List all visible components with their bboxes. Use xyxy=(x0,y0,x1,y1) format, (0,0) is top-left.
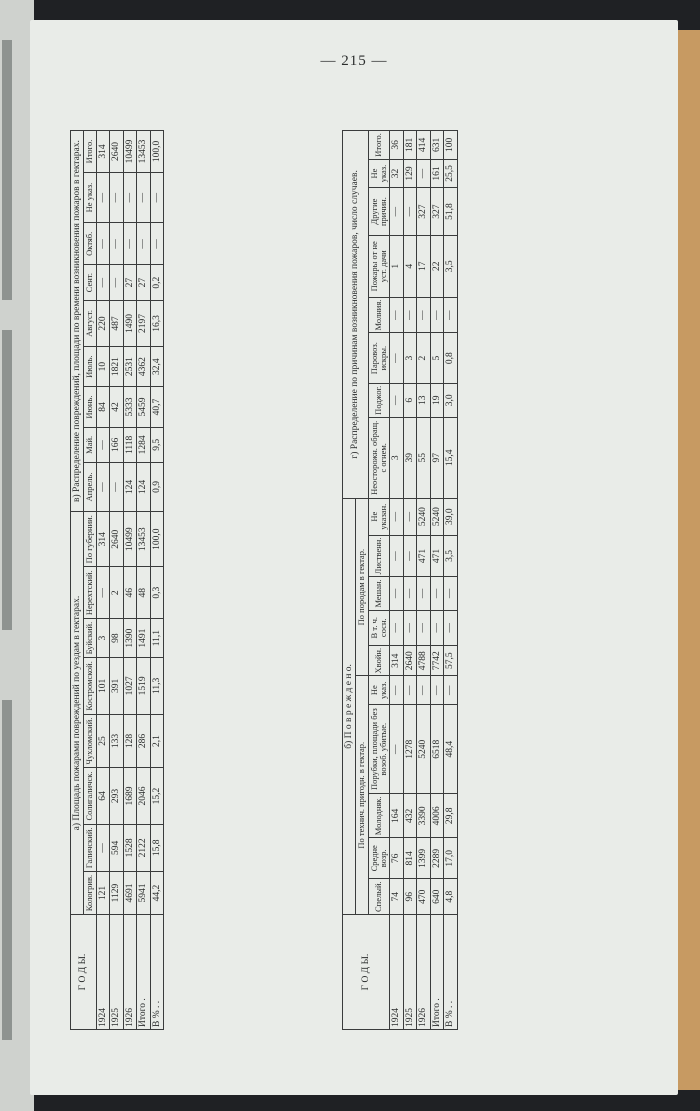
table-cell: 9,5 xyxy=(150,427,163,462)
row-label: Итого . xyxy=(430,915,443,1030)
table-cell: — xyxy=(390,188,403,236)
cause-col: Неосторожн. обращ. с огнем. xyxy=(368,417,390,498)
table-cell: — xyxy=(123,223,136,265)
uezd-col: Кологрив. xyxy=(84,872,96,915)
block-g-title: г) Распределение по причинам возникновения пожаров, число случаев. xyxy=(343,131,369,499)
month-col: Май. xyxy=(84,427,96,462)
table-cell: — xyxy=(390,333,403,383)
table-cell: 4 xyxy=(403,235,416,297)
table-cell: 57,5 xyxy=(444,645,457,676)
row-label: 1926 xyxy=(123,915,136,1030)
table-cell: 314 xyxy=(390,645,403,676)
table-cell: 594 xyxy=(110,824,123,872)
month-col: Сент. xyxy=(84,265,96,300)
table-cell: — xyxy=(444,297,457,333)
table-top xyxy=(70,130,164,1030)
table-cell: — xyxy=(403,498,416,535)
tech-col: Порубки, площади без возоб. убитые. xyxy=(368,704,390,794)
month-col: Июнь. xyxy=(84,387,96,428)
table-cell: 2640 xyxy=(403,645,416,676)
table-cell: 15,8 xyxy=(150,824,163,872)
table-cell: 5240 xyxy=(417,498,430,535)
row-label: 1924 xyxy=(390,915,403,1030)
table-cell: 2197 xyxy=(137,300,150,346)
breed-col: Лиственн. xyxy=(368,535,390,577)
table-cell: — xyxy=(430,676,443,704)
tech-col: Не указ. xyxy=(368,676,390,704)
month-col: Октяб. xyxy=(84,223,96,265)
row-label: Итого . xyxy=(137,915,150,1030)
table-cell: 36 xyxy=(390,131,403,160)
table-cell: 11,1 xyxy=(150,619,163,658)
month-col: Август. xyxy=(84,300,96,346)
table-cell: 1 xyxy=(390,235,403,297)
table-cell: 3 xyxy=(390,417,403,498)
table-cell: 55 xyxy=(417,417,430,498)
table-cell: 32 xyxy=(390,159,403,187)
table-cell: — xyxy=(390,676,403,704)
table-cell: 25,5 xyxy=(444,159,457,187)
book-edge xyxy=(676,30,700,1090)
table-cell: 2046 xyxy=(137,768,150,824)
table-cell: 13 xyxy=(417,383,430,417)
tech-col: Спелый. xyxy=(368,879,390,915)
table-cell: 4788 xyxy=(417,645,430,676)
table-cell: 293 xyxy=(110,768,123,824)
table-cell: 5459 xyxy=(137,387,150,428)
table-cell: — xyxy=(417,297,430,333)
table-cell: 101 xyxy=(96,658,109,715)
table-cell: 2531 xyxy=(123,347,136,387)
month-col: Апрель. xyxy=(84,462,96,511)
block-b-title: в) Распределение повреждений, площади по времени возникновения пожаров в гектарах. xyxy=(71,131,84,512)
table-cell: 100,0 xyxy=(150,512,163,567)
table-cell: 10499 xyxy=(123,131,136,173)
breed-col: В т. ч. сосн. xyxy=(368,610,390,645)
table-cell: 3 xyxy=(403,333,416,383)
table-cell: 0,8 xyxy=(444,333,457,383)
table-cell: 27 xyxy=(137,265,150,300)
table-cell: 128 xyxy=(123,714,136,768)
breed-col: Не указан. xyxy=(368,498,390,535)
month-col: Итого. xyxy=(84,131,96,173)
table-bottom xyxy=(342,130,458,1030)
table-cell: 10 xyxy=(96,347,109,387)
table-cell: 314 xyxy=(96,512,109,567)
table-cell: — xyxy=(403,297,416,333)
table-cell: 2 xyxy=(417,333,430,383)
table-cell: 1118 xyxy=(123,427,136,462)
table-cell: 32,4 xyxy=(150,347,163,387)
table-cell: 16,3 xyxy=(150,300,163,346)
table-cell: — xyxy=(390,535,403,577)
table-cell: 10499 xyxy=(123,512,136,567)
table-bottom-body xyxy=(390,131,457,1030)
table-cell: — xyxy=(430,297,443,333)
table-cell: 22 xyxy=(430,235,443,297)
table-cell: 432 xyxy=(403,794,416,838)
table-cell: — xyxy=(390,297,403,333)
tech-col: Средне возр. xyxy=(368,838,390,879)
table-cell: — xyxy=(417,610,430,645)
cause-col: Паровоз. искры. xyxy=(368,333,390,383)
table-cell: 29,8 xyxy=(444,794,457,838)
table-cell: — xyxy=(403,610,416,645)
table-cell: 40,7 xyxy=(150,387,163,428)
sub-tech-title: По технич. пригодн. в гектар. xyxy=(356,676,368,915)
col-year-header: Г О Д Ы. xyxy=(343,915,390,1030)
table-cell: 100,0 xyxy=(150,131,163,173)
rotated-tables xyxy=(70,130,590,1030)
table-cell: 2122 xyxy=(137,824,150,872)
row-label: 1925 xyxy=(403,915,416,1030)
table-cell: 181 xyxy=(403,131,416,160)
block-b-title: б) П о в р е ж д е н о. xyxy=(343,498,356,914)
row-label: В % . . xyxy=(150,915,163,1030)
table-cell: 4691 xyxy=(123,872,136,915)
table-cell: 286 xyxy=(137,714,150,768)
table-cell: 46 xyxy=(123,567,136,619)
table-cell: 15,4 xyxy=(444,417,457,498)
table-cell: 124 xyxy=(137,462,150,511)
table-cell: 17 xyxy=(417,235,430,297)
table-cell: 2640 xyxy=(110,131,123,173)
table-cell: 0,3 xyxy=(150,567,163,619)
table-cell: 1278 xyxy=(403,704,416,794)
table-cell: 4362 xyxy=(137,347,150,387)
table-cell: 3,5 xyxy=(444,235,457,297)
table-cell: — xyxy=(390,577,403,610)
page-number: — 215 — xyxy=(320,53,388,69)
table-cell: 2289 xyxy=(430,838,443,879)
table-cell: 7742 xyxy=(430,645,443,676)
cause-col: Итого. xyxy=(368,131,390,160)
table-cell: 1027 xyxy=(123,658,136,715)
table-cell: — xyxy=(390,383,403,417)
table-cell: 3,0 xyxy=(444,383,457,417)
table-cell: — xyxy=(96,172,109,222)
table-cell: — xyxy=(96,462,109,511)
cause-col: Другие причин. xyxy=(368,188,390,236)
table-cell: 1519 xyxy=(137,658,150,715)
table-row xyxy=(110,131,123,1030)
table-row xyxy=(417,131,430,1030)
table-cell: 25 xyxy=(96,714,109,768)
table-cell: 631 xyxy=(430,131,443,160)
table-cell: — xyxy=(444,610,457,645)
table-cell: 5 xyxy=(430,333,443,383)
table-cell: 1399 xyxy=(417,838,430,879)
table-cell: 640 xyxy=(430,879,443,915)
col-year-header: Г О Д Ы. xyxy=(71,915,97,1030)
table-cell: — xyxy=(430,577,443,610)
table-row xyxy=(123,131,136,1030)
table-row xyxy=(150,131,163,1030)
table-cell: — xyxy=(96,223,109,265)
uezd-col: Галичский. xyxy=(84,824,96,872)
uezd-col: Буйский. xyxy=(84,619,96,658)
table-cell: 0,9 xyxy=(150,462,163,511)
table-cell: 13453 xyxy=(137,512,150,567)
table-cell: 39,0 xyxy=(444,498,457,535)
cause-col: Пожары от не уст. дачи xyxy=(368,235,390,297)
table-cell: 470 xyxy=(417,879,430,915)
table-cell: 1284 xyxy=(137,427,150,462)
table-cell: — xyxy=(110,172,123,222)
table-cell: — xyxy=(110,462,123,511)
table-cell: 129 xyxy=(403,159,416,187)
table-cell: 3390 xyxy=(417,794,430,838)
table-cell: 2,1 xyxy=(150,714,163,768)
table-cell: 96 xyxy=(403,879,416,915)
table-cell: 471 xyxy=(430,535,443,577)
table-cell: 15,2 xyxy=(150,768,163,824)
cause-col: Поджог. xyxy=(368,383,390,417)
table-cell: — xyxy=(110,223,123,265)
table-row xyxy=(430,131,443,1030)
left-page-edge xyxy=(0,0,34,1111)
table-cell: 2 xyxy=(110,567,123,619)
table-cell: 4006 xyxy=(430,794,443,838)
table-cell: 51,8 xyxy=(444,188,457,236)
table-cell: 5240 xyxy=(430,498,443,535)
table-cell: 48 xyxy=(137,567,150,619)
table-cell: — xyxy=(417,577,430,610)
table-cell: 5333 xyxy=(123,387,136,428)
table-cell: 27 xyxy=(123,265,136,300)
table-cell: — xyxy=(96,824,109,872)
table-row xyxy=(403,131,416,1030)
table-cell: — xyxy=(444,676,457,704)
table-cell: 327 xyxy=(430,188,443,236)
table-cell: 100 xyxy=(444,131,457,160)
table-cell: — xyxy=(390,498,403,535)
table-cell: 5941 xyxy=(137,872,150,915)
cause-col: Не указ. xyxy=(368,159,390,187)
table-cell: 42 xyxy=(110,387,123,428)
sub-breed-title: По породам в гектар. xyxy=(356,498,368,676)
table-cell: 391 xyxy=(110,658,123,715)
table-cell: 6518 xyxy=(430,704,443,794)
table-cell: — xyxy=(390,704,403,794)
row-label: 1925 xyxy=(110,915,123,1030)
table-cell: 17,0 xyxy=(444,838,457,879)
table-cell: 166 xyxy=(110,427,123,462)
uezd-col: По губернии. xyxy=(84,512,96,567)
breed-col: Мешан. xyxy=(368,577,390,610)
table-cell: — xyxy=(403,188,416,236)
table-cell: 3 xyxy=(96,619,109,658)
table-cell: 220 xyxy=(96,300,109,346)
table-cell: — xyxy=(430,610,443,645)
table-cell: 39 xyxy=(403,417,416,498)
table-row xyxy=(96,131,109,1030)
table-cell: 487 xyxy=(110,300,123,346)
table-cell: 4,8 xyxy=(444,879,457,915)
row-label: 1924 xyxy=(96,915,109,1030)
table-cell: — xyxy=(150,172,163,222)
row-label: В % . . xyxy=(444,915,457,1030)
table-cell: — xyxy=(417,159,430,187)
table-cell: — xyxy=(110,265,123,300)
table-cell: — xyxy=(96,427,109,462)
table-cell: 124 xyxy=(123,462,136,511)
table-cell: 1491 xyxy=(137,619,150,658)
table-cell: 1490 xyxy=(123,300,136,346)
table-cell: 6 xyxy=(403,383,416,417)
table-cell: 19 xyxy=(430,383,443,417)
table-cell: — xyxy=(444,577,457,610)
table-cell: — xyxy=(417,676,430,704)
month-col: Июль. xyxy=(84,347,96,387)
table-cell: 48,4 xyxy=(444,704,457,794)
table-row xyxy=(444,131,457,1030)
table-cell: 74 xyxy=(390,879,403,915)
table-cell: 64 xyxy=(96,768,109,824)
table-cell: 1821 xyxy=(110,347,123,387)
table-cell: 164 xyxy=(390,794,403,838)
table-cell: 5240 xyxy=(417,704,430,794)
table-cell: 327 xyxy=(417,188,430,236)
table-cell: 133 xyxy=(110,714,123,768)
table-top-body xyxy=(96,131,163,1030)
table-cell: 1129 xyxy=(110,872,123,915)
breed-col: Хвойн. xyxy=(368,645,390,676)
table-cell: 2640 xyxy=(110,512,123,567)
table-cell: — xyxy=(403,676,416,704)
table-cell: 314 xyxy=(96,131,109,173)
row-label: 1926 xyxy=(417,915,430,1030)
table-cell: — xyxy=(96,567,109,619)
table-row xyxy=(390,131,403,1030)
table-cell: — xyxy=(96,265,109,300)
uezd-col: Чухломский. xyxy=(84,714,96,768)
table-cell: 3,5 xyxy=(444,535,457,577)
table-cell: 97 xyxy=(430,417,443,498)
tech-col: Молодняк. xyxy=(368,794,390,838)
table-cell: — xyxy=(150,223,163,265)
table-cell: 414 xyxy=(417,131,430,160)
cause-col: Молния. xyxy=(368,297,390,333)
table-cell: 44,2 xyxy=(150,872,163,915)
table-cell: 84 xyxy=(96,387,109,428)
uezd-col: Солигаличск. xyxy=(84,768,96,824)
table-cell: 98 xyxy=(110,619,123,658)
table-cell: 471 xyxy=(417,535,430,577)
uezd-col: Костромской. xyxy=(84,658,96,715)
table-cell: 1528 xyxy=(123,824,136,872)
table-cell: 1390 xyxy=(123,619,136,658)
table-cell: — xyxy=(403,535,416,577)
block-a-title: а) Площадь пожарами повреждений по уездам в гектарах. xyxy=(71,512,84,915)
table-cell: 76 xyxy=(390,838,403,879)
table-cell: — xyxy=(137,223,150,265)
table-cell: 1689 xyxy=(123,768,136,824)
table-cell: 13453 xyxy=(137,131,150,173)
table-cell: — xyxy=(403,577,416,610)
book-page xyxy=(30,20,678,1095)
month-col: Не указ. xyxy=(84,172,96,222)
table-cell: — xyxy=(123,172,136,222)
table-cell: — xyxy=(390,610,403,645)
table-cell: 0,2 xyxy=(150,265,163,300)
table-cell: 121 xyxy=(96,872,109,915)
table-cell: 161 xyxy=(430,159,443,187)
table-cell: — xyxy=(137,172,150,222)
table-cell: 11,3 xyxy=(150,658,163,715)
table-cell: 814 xyxy=(403,838,416,879)
table-row xyxy=(137,131,150,1030)
uezd-col: Нерехтский. xyxy=(84,567,96,619)
